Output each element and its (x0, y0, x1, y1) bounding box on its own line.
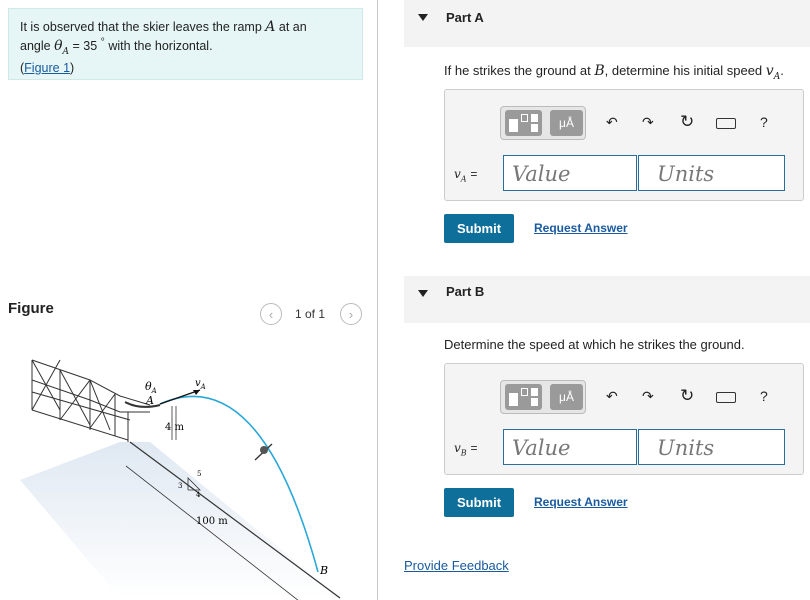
point-b-label: B (320, 564, 329, 577)
distance-label: 100 m (196, 516, 228, 527)
reset-icon[interactable]: ↻ (680, 112, 695, 131)
redo-icon[interactable]: ↷ (642, 114, 654, 130)
part-b-request-answer-link[interactable]: Request Answer (534, 495, 628, 509)
provide-feedback-link[interactable]: Provide Feedback (404, 558, 509, 573)
undo-icon[interactable]: ↶ (606, 114, 618, 130)
previous-figure-button[interactable] (260, 303, 282, 325)
undo-icon[interactable]: ↶ (606, 388, 618, 404)
theta-label: $\theta_A$ (145, 380, 157, 395)
units-symbol-icon[interactable]: μÅ (550, 384, 583, 410)
point-a-label: A (146, 394, 154, 407)
collapse-triangle-icon[interactable] (418, 290, 428, 297)
slope-hyp-label: 5 (197, 470, 202, 478)
collapse-triangle-icon[interactable] (418, 14, 428, 21)
figure-heading: Figure (8, 300, 54, 317)
truss-structure (32, 360, 150, 442)
part-a-question: If he strikes the ground at B, determine his initial speed $v_A$. (444, 63, 784, 82)
chevron-right-icon: › (348, 306, 354, 322)
templates-icon[interactable] (505, 110, 542, 136)
angle-variable: $\theta_A$ (54, 38, 70, 57)
slope-run-label: 4 (196, 491, 201, 499)
chevron-left-icon: ‹ (268, 306, 274, 322)
part-a-units-input[interactable]: Units (638, 155, 785, 191)
templates-icon[interactable] (505, 384, 542, 410)
help-icon[interactable]: ? (760, 388, 768, 404)
figure-link[interactable]: Figure 1 (24, 60, 71, 75)
help-icon[interactable]: ? (760, 114, 768, 130)
velocity-label: $v_A$ (195, 378, 206, 391)
angle-value: = 35 (72, 39, 98, 54)
part-a-submit-button[interactable]: Submit (444, 214, 514, 243)
part-b-submit-button[interactable]: Submit (444, 488, 514, 517)
column-divider (377, 0, 378, 600)
problem-text-line1: It is observed that the skier leaves the ramp (20, 20, 262, 34)
ski-jump-figure (0, 350, 375, 600)
ramp-variable: A (265, 19, 276, 35)
part-b-units-input[interactable]: Units (638, 429, 785, 465)
next-figure-button[interactable] (340, 303, 362, 325)
part-b-question: Determine the speed at which he strikes the ground. (444, 337, 745, 352)
figure-counter: 1 of 1 (295, 307, 326, 321)
snow-slope (20, 442, 340, 598)
slope-rise-label: 3 (178, 482, 183, 490)
part-a-value-input[interactable]: Value (503, 155, 637, 191)
problem-text-line2-end: with the horizontal. (108, 39, 213, 54)
part-b-title: Part B (446, 284, 485, 299)
keyboard-icon[interactable] (716, 392, 736, 403)
part-b-value-input[interactable]: Value (503, 429, 637, 465)
part-b-variable-label: $v_B$ = (454, 441, 478, 458)
height-label: 4 m (165, 422, 185, 433)
part-a-title: Part A (446, 10, 484, 25)
degree-symbol: ° (100, 37, 105, 48)
problem-statement: It is observed that the skier leaves the ramp A at an angle $\theta_A = 35$ ° with the horizontal. (Figure 1) (20, 19, 307, 75)
problem-text-line2-start: angle (20, 39, 51, 54)
redo-icon[interactable]: ↷ (642, 388, 654, 404)
reset-icon[interactable]: ↻ (680, 386, 695, 405)
problem-text-line1-end: at an (278, 20, 307, 34)
keyboard-icon[interactable] (716, 118, 736, 129)
part-a-variable-label: $v_A$ = (454, 167, 478, 184)
skier-icon (255, 444, 272, 460)
units-symbol-icon[interactable]: μÅ (550, 110, 583, 136)
part-a-request-answer-link[interactable]: Request Answer (534, 221, 628, 235)
